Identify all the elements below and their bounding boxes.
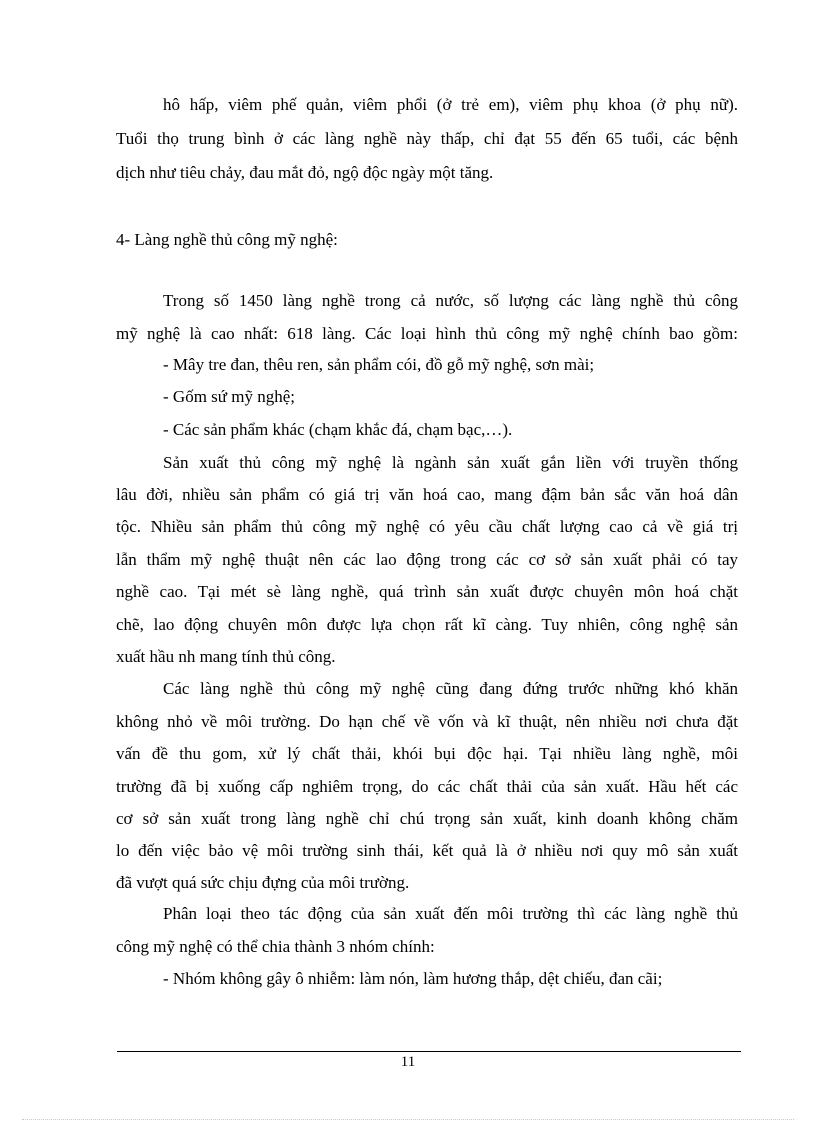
paragraph-line: lo đến việc bảo vệ môi trường sinh thái, kết quả là ở nhiều nơi quy mô sản xuất xyxy=(116,841,738,860)
paragraph-line: Sản xuất thủ công mỹ nghệ là ngành sản xuất gắn liền với truyền thống xyxy=(163,453,738,472)
paragraph-line: Tuổi thọ trung bình ở các làng nghề này thấp, chỉ đạt 55 đến 65 tuổi, các bệnh xyxy=(116,129,738,148)
paragraph-line: không nhỏ về môi trường. Do hạn chế về vốn và kĩ thuật, nên nhiều nơi chưa đặt xyxy=(116,712,738,731)
list-item: - Gốm sứ mỹ nghệ; xyxy=(163,387,295,406)
paragraph-line: Trong số 1450 làng nghề trong cả nước, số lượng các làng nghề thủ công xyxy=(163,291,738,310)
paragraph-line: Phân loại theo tác động của sản xuất đến môi trường thì các làng nghề thủ xyxy=(163,904,738,923)
footer-divider xyxy=(117,1051,741,1052)
list-item: - Các sản phẩm khác (chạm khắc đá, chạm bạc,…). xyxy=(163,420,513,439)
paragraph-line: lâu đời, nhiều sản phẩm có giá trị văn hoá cao, mang đậm bản sắc văn hoá dân xyxy=(116,485,738,504)
paragraph-line: vấn đề thu gom, xử lý chất thải, khói bụi độc hại. Tại nhiều làng nghề, môi xyxy=(116,744,738,763)
paragraph-line: chẽ, lao động chuyên môn được lựa chọn rất kĩ càng. Tuy nhiên, công nghệ sản xyxy=(116,615,738,634)
paragraph-line: dịch như tiêu chảy, đau mắt đỏ, ngộ độc ngày một tăng. xyxy=(116,163,494,182)
paragraph-line: công mỹ nghệ có thể chia thành 3 nhóm chính: xyxy=(116,937,435,956)
paragraph-line: đã vượt quá sức chịu đựng của môi trường. xyxy=(116,873,410,892)
page-number: 11 xyxy=(400,1054,416,1070)
paragraph-line: lẫn thẩm mỹ nghệ thuật nên các lao động trong các cơ sở sản xuất phải có tay xyxy=(116,550,738,569)
paragraph-line: cơ sở sản xuất trong làng nghề chỉ chú trọng sản xuất, kinh doanh không chăm xyxy=(116,809,738,828)
paragraph-line: Các làng nghề thủ công mỹ nghệ cũng đang đứng trước những khó khăn xyxy=(163,679,738,698)
list-item: - Mây tre đan, thêu ren, sản phẩm cói, đồ gỗ mỹ nghệ, sơn mài; xyxy=(163,355,595,374)
list-item: - Nhóm không gây ô nhiễm: làm nón, làm hương thắp, dệt chiếu, đan cãi; xyxy=(163,969,663,988)
page-edge-divider xyxy=(22,1119,794,1120)
paragraph-line: mỹ nghệ là cao nhất: 618 làng. Các loại hình thủ công mỹ nghệ chính bao gồm: xyxy=(116,324,738,343)
section-heading: 4- Làng nghề thủ công mỹ nghệ: xyxy=(116,230,338,249)
paragraph-line: trường đã bị xuống cấp nghiêm trọng, do các chất thải của sản xuất. Hầu hết các xyxy=(116,777,738,796)
paragraph-line: hô hấp, viêm phế quản, viêm phổi (ở trẻ em), viêm phụ khoa (ở phụ nữ). xyxy=(163,95,738,114)
paragraph-line: nghề cao. Tại mét sè làng nghề, quá trình sản xuất được chuyên môn hoá chặt xyxy=(116,582,738,601)
paragraph-line: tộc. Nhiều sản phẩm thủ công mỹ nghệ có yêu cầu chất lượng cao cả về giá trị xyxy=(116,517,738,536)
paragraph-line: xuất hầu nh mang tính thủ công. xyxy=(116,647,336,666)
